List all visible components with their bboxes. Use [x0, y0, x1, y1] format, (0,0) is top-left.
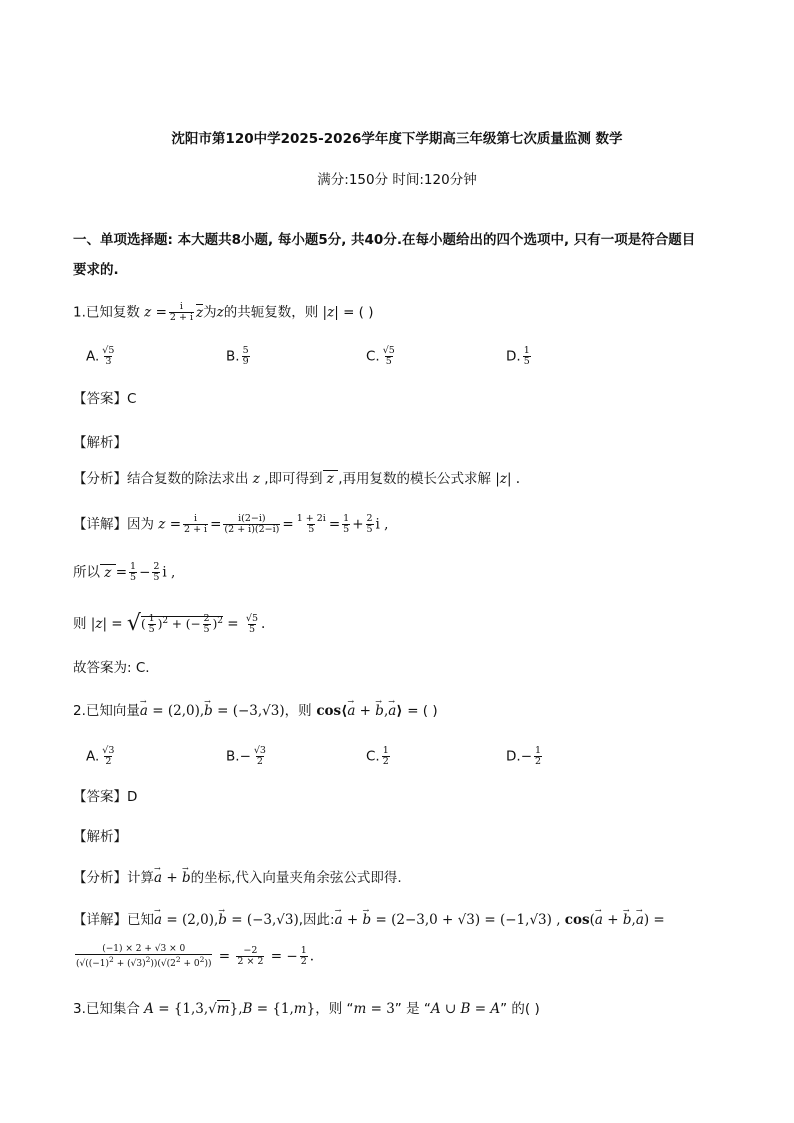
question-1-option-b: B. $\frac{5}{9}$ [226, 345, 249, 367]
question-3-stem: 3.已知集合 A = {1,3,√m},B = {1,m}，则 “m = 3” 是 “A ∪ B = A” 的( ) [73, 1001, 540, 1017]
page-title: 沈阳市第120中学2025-2026学年度下学期高三年级第七次质量监测 数学 [171, 131, 623, 147]
question-1-option-c: C. $\frac{√5}{5}$ [366, 345, 395, 367]
question-1-modulus: 则 |z| = √( $\frac{1}{5}$ )$^2$ + (− $\frac{2}{5}$ )$^2$ = $\frac{√5}{5}$ . [73, 611, 266, 636]
question-2-fenxi: 【分析】计算→ a + → b的坐标,代入向量夹角余弦公式即得. [73, 869, 402, 887]
question-2-stem: 2.已知向量→ a = (2,0),→ b = (−3,√3)，则 cos⟨→ a + → b,→ a⟩ = ( ) [73, 702, 438, 720]
question-1-stem: 1.已知复数 z = $\frac{i}{2 + i}$ z为z的共轭复数，则 |z| = ( ) [73, 301, 374, 323]
exam-info: 满分:150分 时间:120分钟 [317, 172, 477, 188]
question-2-option-a: A. $\frac{√3}{2}$ [86, 745, 115, 767]
question-2-option-d: D.− $\frac{1}{2}$ [506, 745, 542, 767]
question-2-option-c: C. $\frac{1}{2}$ [366, 745, 389, 767]
section-heading-line2: 要求的. [73, 262, 119, 278]
question-2-option-b: B.− $\frac{√3}{2}$ [226, 745, 266, 767]
question-2-analysis-label: 【解析】 [73, 829, 127, 845]
question-1-option-a: A. $\frac{√5}{3}$ [86, 345, 115, 367]
section-heading-line1: 一、单项选择题: 本大题共8小题, 每小题5分, 共40分.在每小题给出的四个选项中, 只有一项是符合题目 [73, 232, 696, 248]
question-1-option-d: D. $\frac{1}{5}$ [506, 345, 530, 367]
question-2-answer: 【答案】D [73, 789, 138, 805]
question-1-analysis-label: 【解析】 [73, 435, 127, 451]
question-1-answer: 【答案】C [73, 391, 137, 407]
question-2-xiangjie: 【详解】已知→ a = (2,0),→ b = (−3,√3),因此:→ a + → b = (2−3,0 + √3) = (−1,√3) , cos(→ a + → b,→ a) = [73, 911, 665, 929]
question-1-xiangjie: 【详解】因为 z = $\frac{i}{2 + i}$ = $\frac{i(2-i)}{(2 + i)(2-i)}$ = $\frac{1 + 2i}{5}$ = $\frac{1}{5}$ + $\frac{2}{5}$ i , [73, 513, 389, 535]
question-1-conclusion: 故答案为: C. [73, 660, 150, 676]
question-2-cosine-formula: $\frac{(-1) \times 2 + √3 \times 0}{(√((-1)^2 + (√3)^2))(√(2^2 + 0^2))}$ = $\frac{-2}{2 \times 2}$ = − $\frac{1}{2}$ . [76, 944, 315, 969]
question-1-suoyi: 所以 z = $\frac{1}{5}$ − $\frac{2}{5}$ i , [73, 561, 176, 583]
question-1-fenxi: 【分析】结合复数的除法求出 z ,即可得到 z ,再用复数的模长公式求解 |z| . [73, 471, 521, 487]
